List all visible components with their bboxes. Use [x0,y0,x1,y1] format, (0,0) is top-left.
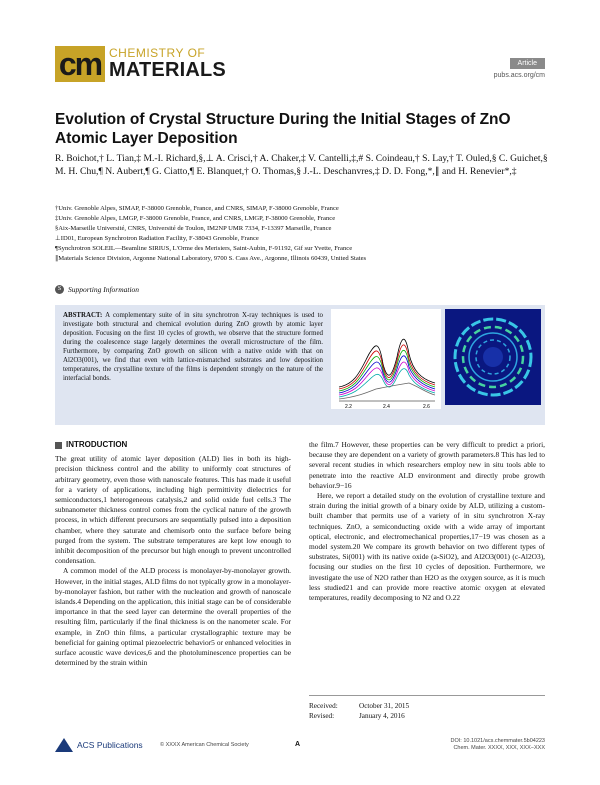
body-paragraph: The great utility of atomic layer deposition (ALD) lies in both its high-precision thickness control and the ability to uniformly coat structures of arbitrary geometry, even those with nanoscale features. This has made it useful for a variety of applications, including high permittivity dielectrics for semiconductors,1 heterogeneous catalysis,2 and solid oxide fuel cells.3 The subnanometer thickness control comes from the cyclical nature of the growth process, in which different precursors are sequentially pulsed into a deposition chamber, where they saturate and chemisorb onto the surface before being purged from the system. The substrate temperatures are kept low enough to inhibit decomposition of the precursor but high enough to prevent uncontrolled condensation. [55,454,291,566]
toc-x-tick: 2.6 [423,404,430,409]
abstract-text [63,311,323,383]
journal-logo [55,46,226,82]
logo-line1: CHEMISTRY OF [109,46,206,60]
affiliation: §Aix-Marseille Université, CNRS, Université de Toulon, IM2NP UMR 7334, F-13397 Marseille, France [55,224,332,232]
section-heading-introduction [55,440,291,450]
page-footer [55,736,545,758]
body-paragraph: the film.7 However, these properties can be very difficult to predict a priori, because they are dependent on a variety of growth parameters.8 This has led to several recent studies in which researchers employ new in situ tools able to penetrate into the reactive ALD environment and directly probe growth behavior.9−16 [309,440,545,490]
paper-title: Evolution of Crystal Structure During the Initial Stages of ZnO Atomic Layer Deposition [55,111,511,147]
acs-logo-icon [55,738,73,752]
body-column-left [55,440,291,668]
body-column-right [309,440,545,603]
publisher-name: ACS Publications [77,740,143,750]
section-heading-label: INTRODUCTION [66,440,128,449]
abstract-box [55,305,545,425]
revised-date: January 4, 2016 [359,712,405,720]
affiliation: †Univ. Grenoble Alpes, SIMAP, F-38000 Grenoble, France, and CNRS, SIMAP, F-38000 Grenoble, France [55,205,339,212]
toc-ring-pattern-image [445,309,541,405]
publisher-logo[interactable] [55,738,143,752]
affiliation: ∥Materials Science Division, Argonne National Laboratory, 9700 S. Cass Ave., Argonne, Illinois 60439, United States [55,254,367,262]
toc-x-tick: 2.4 [383,404,390,409]
affiliation: ⊥ID01, European Synchrotron Radiation Facility, F-38043 Grenoble, France [55,234,259,242]
logo-mark: cm [55,46,105,82]
affiliations [55,204,550,263]
received-date: October 31, 2015 [359,702,410,710]
copyright: © XXXX American Chemical Society [160,742,249,748]
abstract-body: A complementary suite of in situ synchrotron X-ray techniques is used to investigate both structural and chemical evolution during ZnO growth by atomic layer deposition. Focusing on the first 10 cycles of growth, we observe that the structure formed during the coalescence stage largely determines the overall microstructure of the film. Furthermore, by comparing ZnO growth on silicon with a native oxide with that on Al2O3(001), we find that even with lattice-mismatched substrates and low deposition temperatures, the crystalline texture of the films is dependent strongly on the nature of the interfacial bonds. [63,312,323,383]
doi[interactable]: DOI: 10.1021/acs.chemmater.5b04223 [450,738,545,744]
journal-url[interactable]: pubs.acs.org/cm [493,72,545,79]
received-label: Received: [309,702,338,710]
citation: Chem. Mater. XXXX, XXX, XXX−XXX [453,745,545,751]
revised-label: Revised: [309,712,335,720]
affiliation: ¶Synchrotron SOLEIL—Beamline SIRIUS, L'Orme des Merisiers, Saint-Aubin, F-91192, Gif sur Yvette, France [55,244,353,252]
affiliation: ‡Univ. Grenoble Alpes, LMGP, F-38000 Grenoble, France, and CNRS, LMGP, F-38000 Grenoble, France [55,214,336,222]
supporting-info-link[interactable] [55,285,139,294]
body-paragraph: Here, we report a detailed study on the evolution of crystalline texture and strain during the initial growth of a binary oxide by ALD, utilizing a custom-built chamber that permits use of a variety of in situ synchrotron X-ray techniques. ZnO, a semiconducting oxide with a wide array of important optical, electronic, and electromechanical properties,17−19 was chosen as a model system.20 We compare its growth behavior on two different types of substrates, Si(001) with its native oxide (a-SiO2), and Al2O3(001) (c-Al2O3), focusing our studies on the first 10 cycles of deposition. Furthermore, we investigate the use of N2O rather than H2O as the oxygen source, as it is much less studied21 and can provide more reactive atomic oxygen at elevated temperatures, readily decomposing to N2 and O.22 [309,491,545,603]
doi-block [451,738,545,752]
toc-x-tick: 2.2 [345,404,352,409]
supporting-info-label: Supporting Information [68,285,140,294]
author-list: R. Boichot,† L. Tian,‡ M.-I. Richard,§,⊥ A. Crisci,† A. Chaker,‡ V. Cantelli,‡,# S. Coindeau,† S. Lay,† T. Ouled,§ C. Guichet,§ M. H. Chu,¶ N. Aubert,¶ G. Ciatto,¶ E. Blanquet,† O. Thomas,§ J.-L. Deschanvres,‡ D. D. Fong,*,∥ and H. Renevier*,‡ [55,153,548,177]
supporting-info-icon: S [55,285,64,294]
logo-line2: MATERIALS [109,59,226,81]
publication-dates [309,695,545,721]
section-marker-icon [55,442,62,449]
abstract-label: ABSTRACT: [63,312,103,319]
article-type-tag: Article [510,58,545,69]
toc-diffraction-plot [331,309,441,409]
page-number: A [295,741,301,748]
body-paragraph: A common model of the ALD process is monolayer-by-monolayer growth. However, in the initial stages, ALD films do not typically grow in a monolayer-by-monolayer fashion, but rather with the nucleation and growth of nanoscale islands.4 Depending on the application, this initial stage can be of considerable importance in that the seed layer can determine the overall properties of the resulting film, particularly if the final thickness is on the nanometer scale. For example, in ZnO thin films, a particular crystallographic texture may be beneficial for gaining optimal piezoelectric behavior5 or enhanced velocities in surface acoustic wave devices,6 and the photoluminescence properties can be determined by the strain within [55,566,291,668]
